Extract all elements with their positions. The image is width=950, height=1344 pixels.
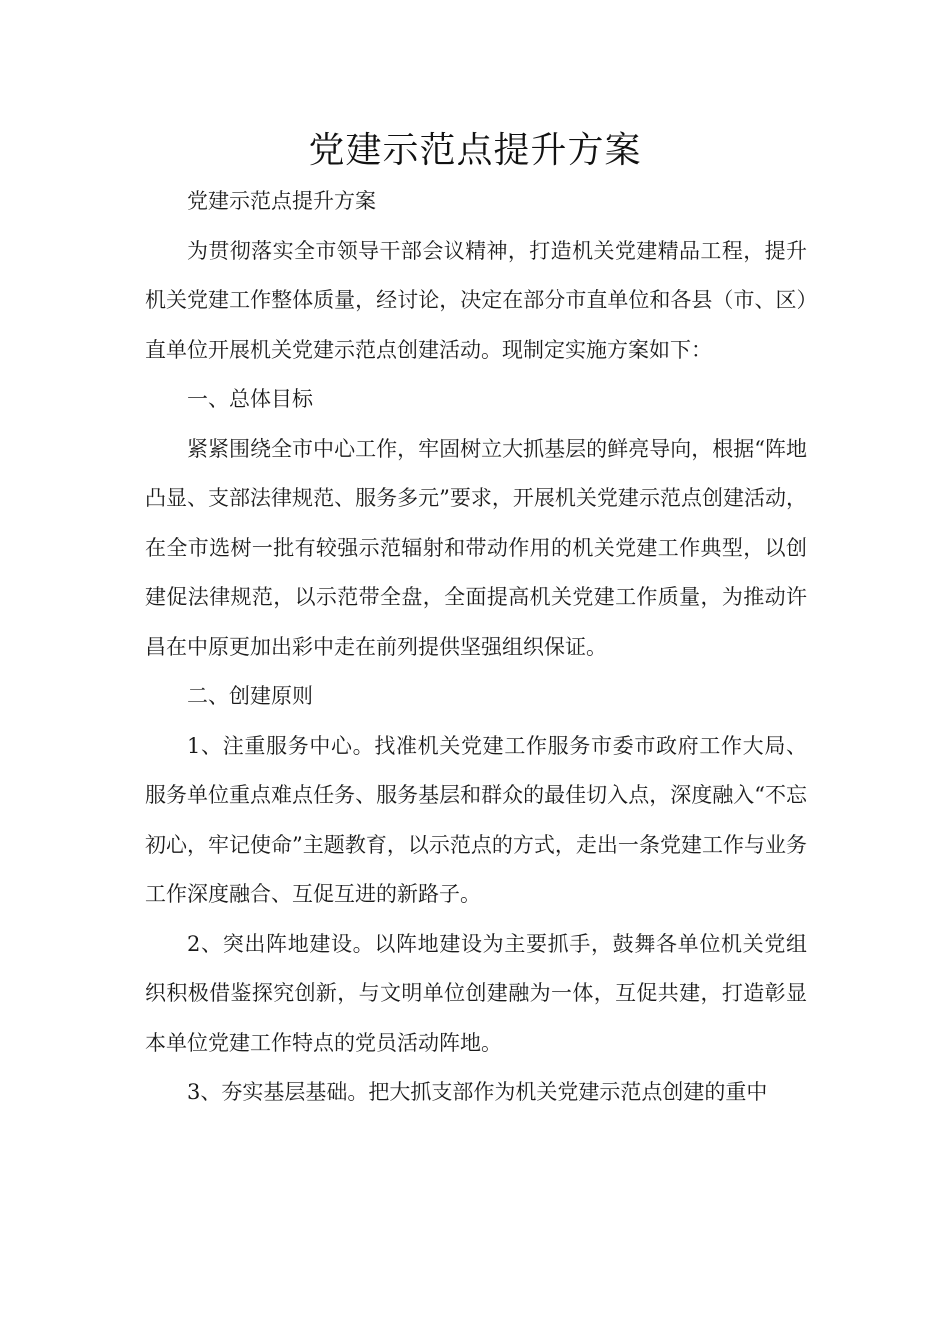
principle-3-paragraph: 3、夯实基层基础。把大抓支部作为机关党建示范点创建的重中	[187, 1080, 768, 1104]
section-heading-principles: 二、创建原则	[187, 684, 313, 708]
document-title: 党建示范点提升方案	[308, 130, 642, 171]
principle-1-paragraph: 1、注重服务中心。找准机关党建工作服务市委市政府工作大局、服务单位重点难点任务、服务基层和群众的最佳切入点，深度融入“不忘初心，牢记使命”主题教育，以示范点的方式，走出一条党建工作与业务工作深度融合、互促互进的新路子。	[145, 733, 807, 906]
document-subtitle: 党建示范点提升方案	[187, 189, 376, 213]
intro-paragraph: 为贯彻落实全市领导干部会议精神，打造机关党建精品工程，提升机关党建工作整体质量，经讨论，决定在部分市直单位和各县（市、区）直单位开展机关党建示范点创建活动。现制定实施方案如下：	[145, 238, 807, 362]
principle-2-paragraph: 2、突出阵地建设。以阵地建设为主要抓手，鼓舞各单位机关党组织积极借鉴探究创新，与文明单位创建融为一体，互促共建，打造彰显本单位党建工作特点的党员活动阵地。	[145, 931, 807, 1055]
document-body	[145, 175, 807, 1118]
overall-goal-paragraph: 紧紧围绕全市中心工作，牢固树立大抓基层的鲜亮导向，根据“阵地凸显、支部法律规范、服务多元”要求，开展机关党建示范点创建活动，在全市选树一批有较强示范辐射和带动作用的机关党建工作典型，以创建促法律规范，以示范带全盘，全面提高机关党建工作质量，为推动许昌在中原更加出彩中走在前列提供坚强组织保证。	[145, 436, 807, 659]
section-heading-overall-goal: 一、总体目标	[187, 387, 313, 411]
